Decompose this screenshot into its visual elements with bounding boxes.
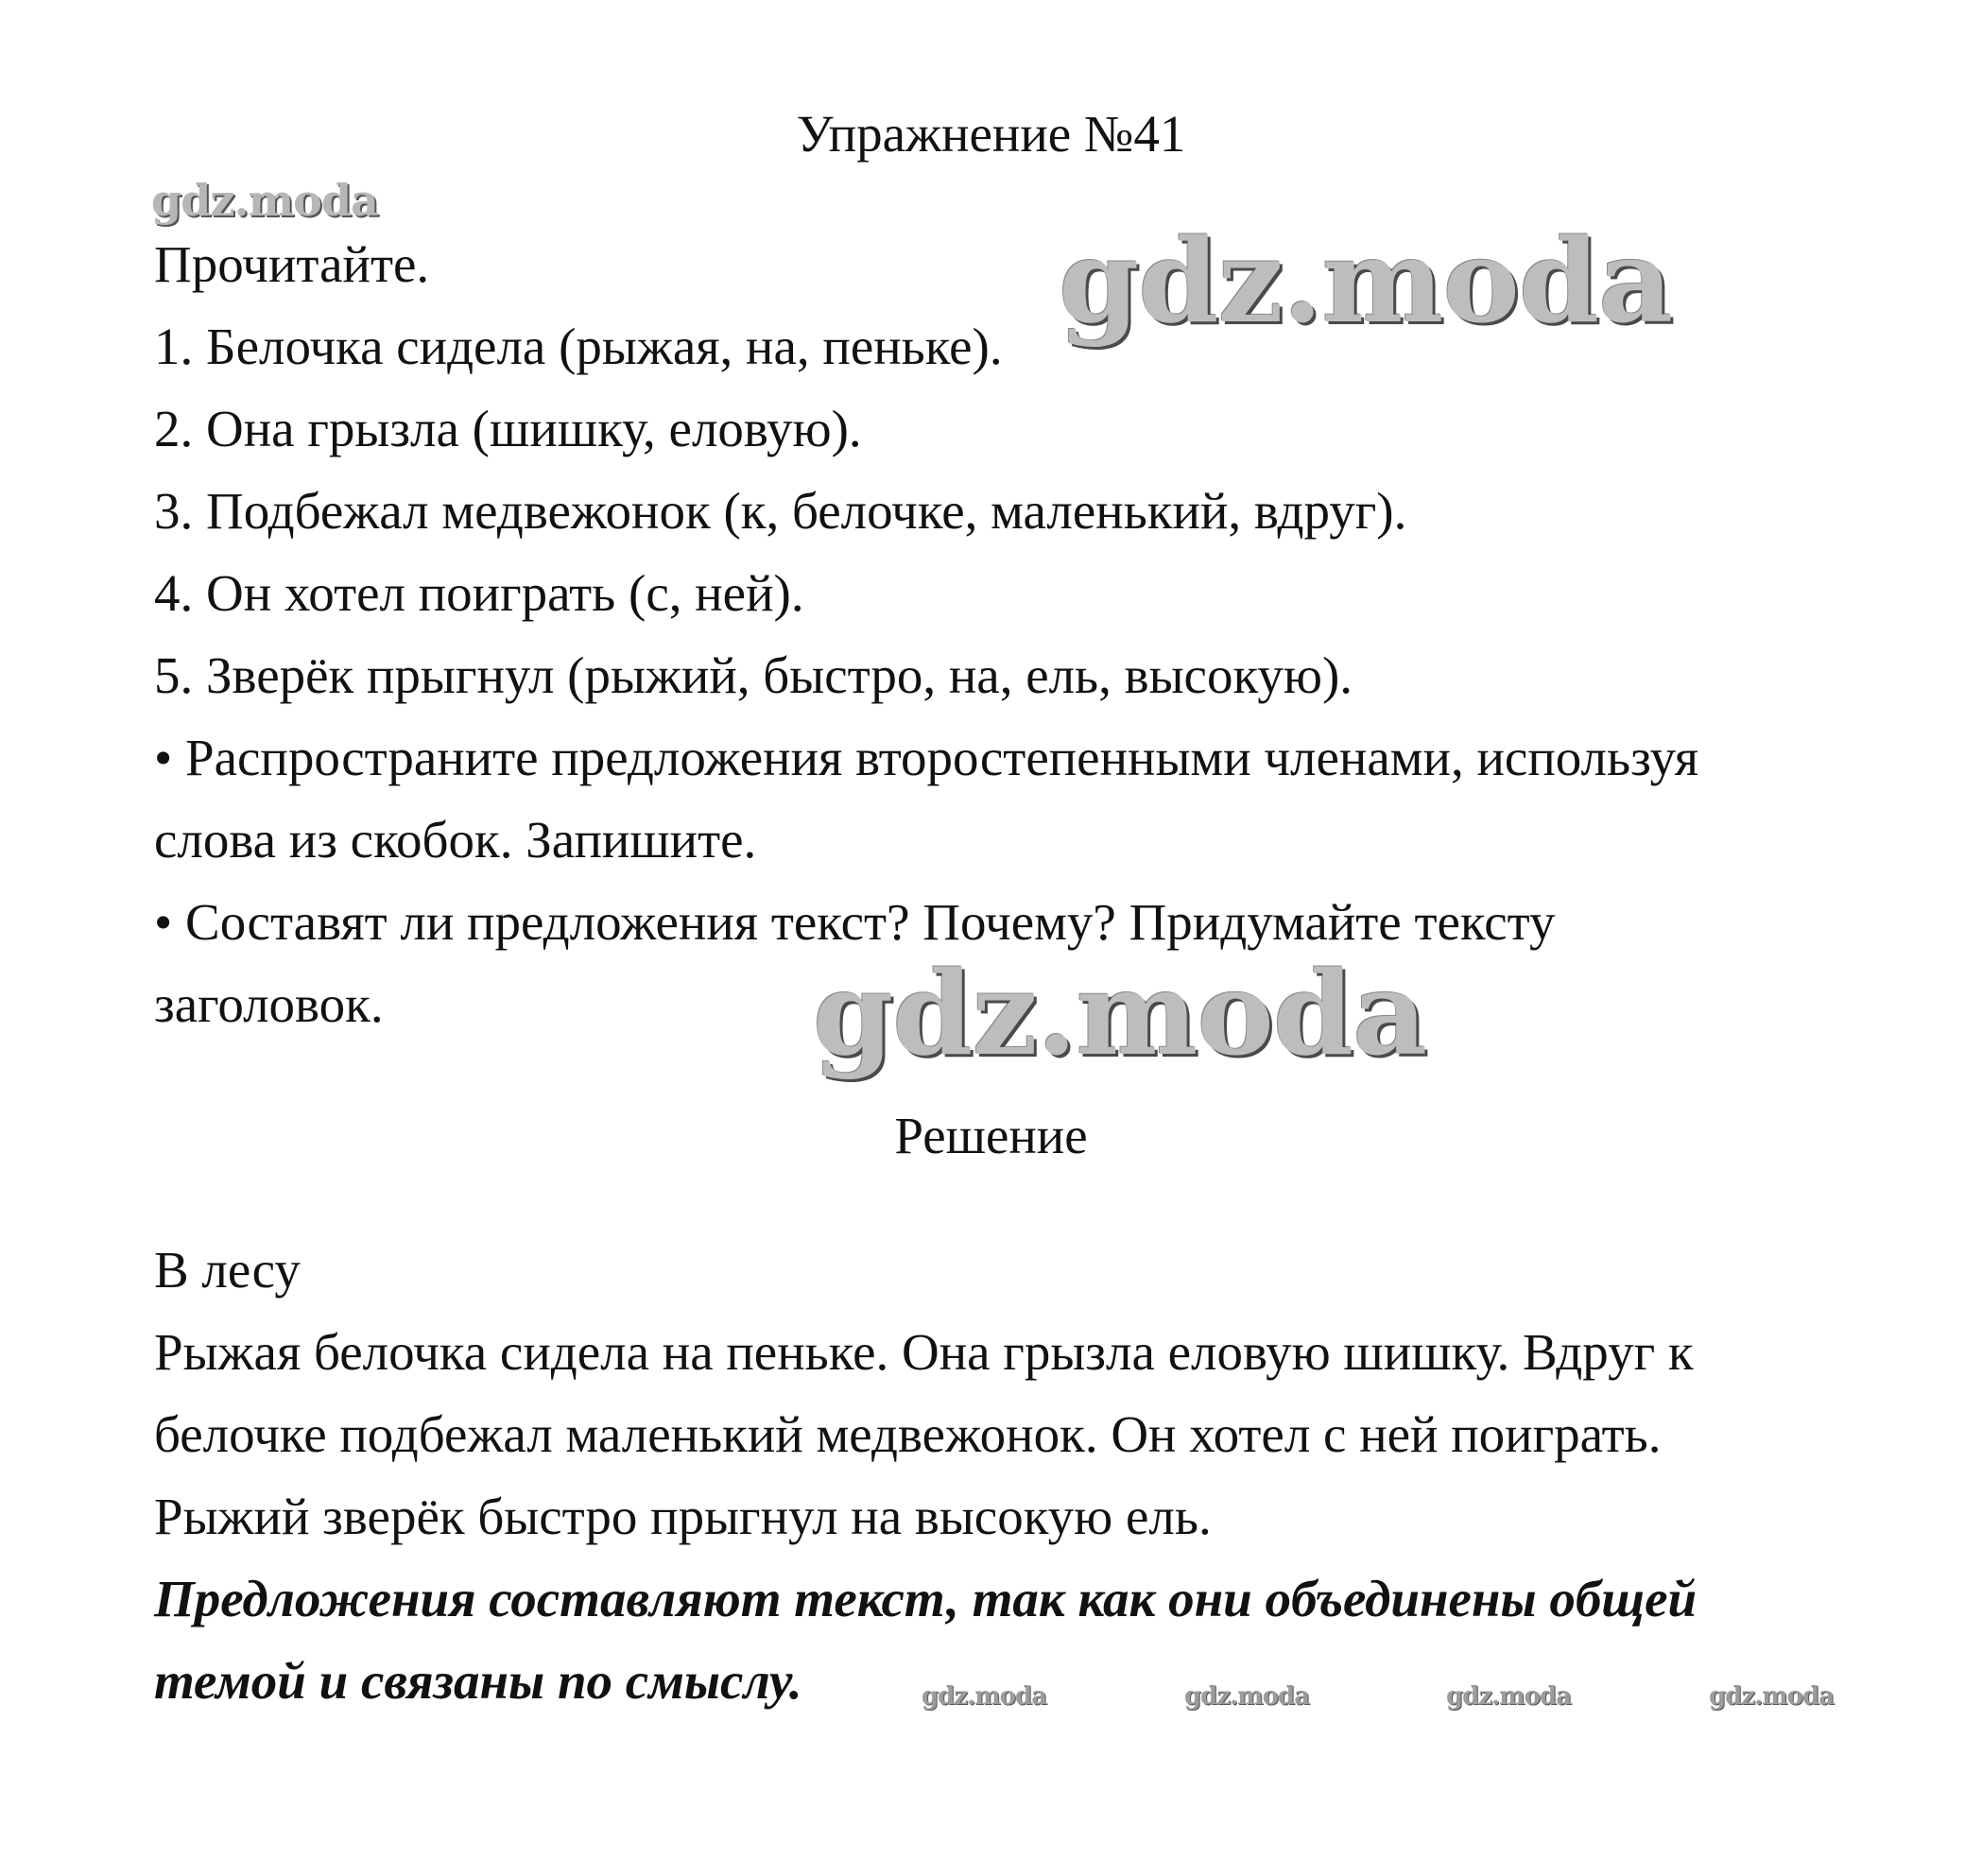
- watermark-logo: gdz.moda: [151, 175, 378, 226]
- exercise-title: Упражнение №41: [796, 105, 1186, 163]
- story-line-1: Рыжая белочка сидела на пеньке. Она грызла еловую шишку. Вдруг к: [154, 1323, 1694, 1381]
- task-bullet-1-line-1: • Распространите предложения второстепенными членами, используя: [154, 729, 1699, 786]
- story-line-3: Рыжий зверёк быстро прыгнул на высокую ель.: [154, 1488, 1212, 1545]
- sentence-2: 2. Она грызла (шишку, еловую).: [154, 400, 862, 457]
- task-bullet-1-line-2: слова из скобок. Запишите.: [154, 811, 757, 869]
- watermark-logo: gdz.moda: [1446, 1682, 1572, 1711]
- story-line-2: белочке подбежал маленький медвежонок. Он хотел с ней поиграть.: [154, 1405, 1662, 1463]
- story-title: В лесу: [154, 1241, 301, 1299]
- sentence-4: 4. Он хотел поиграть (с, ней).: [154, 564, 804, 622]
- conclusion-line-1: Предложения составляют текст, так как они объединены общей: [154, 1570, 1698, 1627]
- sentence-5: 5. Зверёк прыгнул (рыжий, быстро, на, ель, высокую).: [154, 646, 1353, 704]
- watermark-logo: gdz.moda: [1184, 1682, 1310, 1711]
- task-bullet-2-line-2: заголовок.: [154, 975, 384, 1033]
- conclusion-line-2: темой и связаны по смыслу.: [154, 1652, 802, 1710]
- solution-heading: Решение: [894, 1107, 1088, 1164]
- watermark-logo: gdz.moda: [922, 1682, 1047, 1711]
- task-bullet-2-line-1: • Составят ли предложения текст? Почему? Придумайте тексту: [154, 893, 1556, 951]
- watermark-logo: gdz.moda: [1709, 1682, 1835, 1711]
- sentence-1: 1. Белочка сидела (рыжая, на, пеньке).: [154, 318, 1003, 375]
- watermark-logo: gdz.moda: [1059, 213, 1673, 349]
- sentence-3: 3. Подбежал медвежонок (к, белочке, маленький, вдруг).: [154, 482, 1407, 540]
- watermark-logo: gdz.moda: [813, 945, 1427, 1081]
- instruction-read: Прочитайте.: [154, 235, 430, 293]
